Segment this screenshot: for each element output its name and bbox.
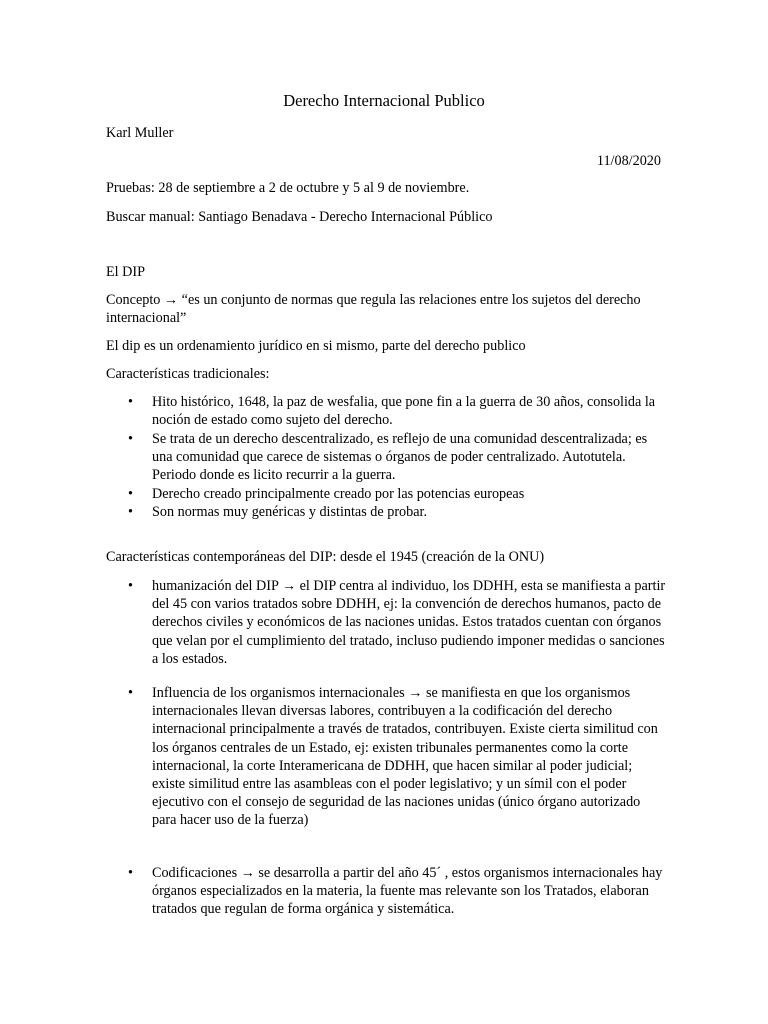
bullet-icon: • <box>128 504 133 520</box>
list-item: humanización del DIP → el DIP centra al individuo, los DDHH, esta se manifiesta a partir del 45 con varios tratados sobre DDHH, ej: la convención de derechos humanos, pacto de derechos civiles y económicos de las naciones unidas. Estos tratados cuentan con órganos que velan por el cumplimiento del tratado, incluso pudiendo imponer medidas o sanciones a los estados. <box>152 578 666 667</box>
section-heading: El DIP <box>106 264 146 280</box>
date-line: 11/08/2020 <box>596 153 661 169</box>
author-line: Karl Muller <box>106 125 174 141</box>
bullet-icon: • <box>128 486 133 502</box>
list-item: Son normas muy genéricas y distintas de probar. <box>152 504 428 520</box>
tradicionales-heading: Características tradicionales: <box>106 366 270 382</box>
list-item: Derecho creado principalmente creado por las potencias europeas <box>152 486 525 502</box>
bullet-icon: • <box>128 578 133 594</box>
document-title: Derecho Internacional Publico <box>283 91 485 110</box>
list-item: Hito histórico, 1648, la paz de wesfalia, que pone fin a la guerra de 30 años, consolida la noción de estado como sujeto del derecho. <box>152 394 656 429</box>
list-item: Se trata de un derecho descentralizado, es reflejo de una comunidad descentralizada; es una comunidad que carece de sistemas o órganos de poder centralizado. Autotutela. Periodo donde es licito recurrir a la guerra. <box>152 431 648 484</box>
bullet-icon: • <box>128 431 133 447</box>
ordenamiento-line: El dip es un ordenamiento jurídico en si mismo, parte del derecho publico <box>106 338 526 354</box>
manual-line: Buscar manual: Santiago Benadava - Derecho Internacional Público <box>106 209 493 225</box>
bullet-icon: • <box>128 394 133 410</box>
pruebas-line: Pruebas: 28 de septiembre a 2 de octubre y 5 al 9 de noviembre. <box>106 180 470 196</box>
contemporaneas-heading: Características contemporáneas del DIP: desde el 1945 (creación de la ONU) <box>106 549 545 565</box>
bullet-icon: • <box>128 865 133 881</box>
list-item: Influencia de los organismos internacionales → se manifiesta en que los organismos internacionales llevan diversas labores, contribuyen a la codificación del derecho internacional principalmente a través de tratados, contribuyen. Existe cierta similitud con los órganos centrales de un Estado, ej: existen tribunales permanentes como la corte internacional, la corte Interamericana de DDHH, que hacen similar al poder judicial; existe similitud entre las asambleas con el poder legislativo; y un símil con el poder ejecutivo con el consejo de seguridad de las naciones unidas (único órgano autorizado para hacer uso de la fuerza) <box>152 685 658 829</box>
list-item: Codificaciones → se desarrolla a partir del año 45´ , estos organismos internacionales hay órganos especializados en la materia, la fuente mas relevante son los Tratados, elaboran tratados que regulan de forma orgánica y sistemática. <box>152 865 663 918</box>
concepto-paragraph: Concepto → “es un conjunto de normas que regula las relaciones entre los sujetos del derecho internacional” <box>106 292 641 327</box>
bullet-icon: • <box>128 685 133 701</box>
